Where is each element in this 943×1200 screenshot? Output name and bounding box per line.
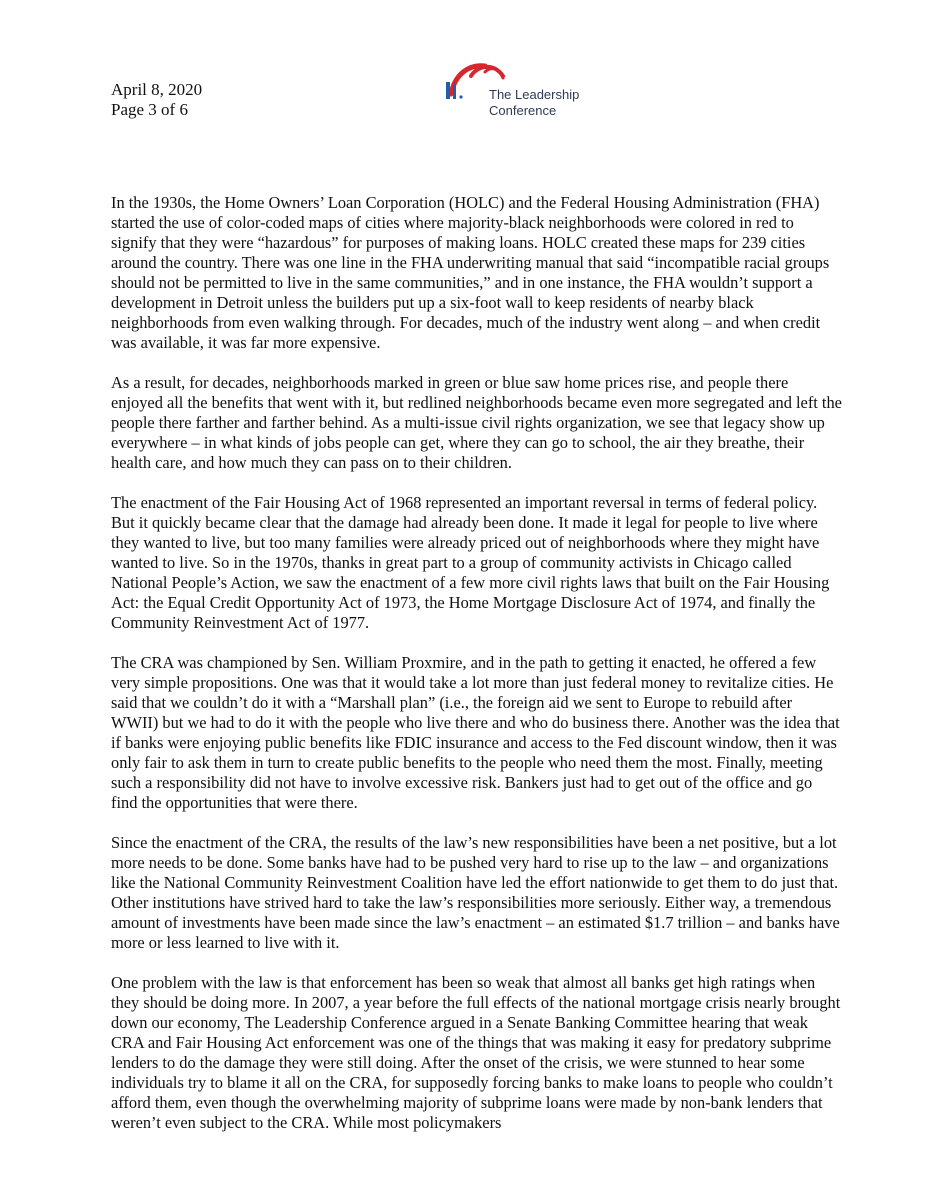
logo-line-1: The Leadership bbox=[489, 87, 580, 102]
paragraph-holc-fha: In the 1930s, the Home Owners’ Loan Corporation (HOLC) and the Federal Housing Administration (FHA) started the use of color-coded maps of cities where majority-black neighborhoods were colored in red to signify that they were “hazardous” for purposes of making loans. HOLC created these maps for 239 cities around the country. There was one line in the FHA underwriting manual that said “incompatible racial groups should not be permitted to live in the same communities,” and in one instance, the FHA wouldn’t support a development in Detroit unless the builders put up a six-foot wall to keep residents of nearby black neighborhoods from even walking through. For decades, much of the industry went along – and when credit was available, it was far more expensive. bbox=[111, 193, 830, 352]
letter-date: April 8, 2020 bbox=[111, 80, 203, 99]
paragraph-enforcement: One problem with the law is that enforcement has been so weak that almost all banks get high ratings when they should be doing more. In 2007, a year before the full effects of the national mortgage crisis nearly brought down our economy, The Leadership Conference argued in a Senate Banking Committee hearing that weak CRA and Fair Housing Act enforcement was one of the things that was making it easy for predatory subprime lenders to do the damage they were still doing. After the onset of the crisis, we were stunned to hear some individuals try to blame it all on the CRA, for supposedly forcing banks to make loans to people who couldn’t afford them, even though the overwhelming majority of subprime loans were made by non-bank lenders that weren’t even subject to the CRA. While most policymakers bbox=[111, 973, 841, 1132]
paragraph-cra-results: Since the enactment of the CRA, the results of the law’s new responsibilities have been a net positive, but a lot more needs to be done. Some banks have had to be pushed very hard to rise up to the law – and organizations like the National Community Reinvestment Coalition have led the effort nationwide to get them to do just that. Other institutions have strived hard to take the law’s responsibilities more seriously. Either way, a tremendous amount of investments have been made since the law’s enactment – an estimated $1.7 trillion – and banks have more or less learned to live with it. bbox=[111, 833, 840, 952]
paragraph-redlining-legacy: As a result, for decades, neighborhoods marked in green or blue saw home prices rise, and people there enjoyed all the benefits that went with it, but redlined neighborhoods became even more segregated and left the people there farther and farther behind. As a multi-issue civil rights organization, we see that legacy show up everywhere – in what kinds of jobs people can get, where they can go to school, the air they breathe, their health care, and how much they can pass on to their children. bbox=[111, 373, 842, 472]
logo-line-2: Conference bbox=[489, 103, 557, 118]
leadership-conference-logo bbox=[437, 54, 597, 124]
page-number: Page 3 of 6 bbox=[111, 100, 188, 119]
letter-body bbox=[111, 193, 842, 1153]
letter-header bbox=[111, 80, 202, 120]
paragraph-fair-housing-act: The enactment of the Fair Housing Act of 1968 represented an important reversal in terms of federal policy. But it quickly became clear that the damage had already been done. It made it legal for people to live where they wanted to live, but too many families were already priced out of neighborhoods where they might have wanted to live. So in the 1970s, thanks in great part to a group of community activists in Chicago called National People’s Action, we saw the enactment of a few more civil rights laws that built on the Fair Housing Act: the Equal Credit Opportunity Act of 1973, the Home Mortgage Disclosure Act of 1974, and finally the Community Reinvestment Act of 1977. bbox=[111, 493, 830, 632]
paragraph-cra-proxmire: The CRA was championed by Sen. William Proxmire, and in the path to getting it enacted, he offered a few very simple propositions. One was that it would take a lot more than just federal money to revitalize cities. He said that we couldn’t do it with a “Marshall plan” (i.e., the foreign aid we sent to Europe to rebuild after WWII) but we had to do it with the people who live there and who do business there. Another was the idea that if banks were enjoying public benefits like FDIC insurance and access to the Fed discount window, then it was only fair to ask them in turn to create public benefits to the people who need them the most. Finally, meeting such a responsibility did not have to involve excessive risk. Bankers just had to get out of the office and go find the opportunities that were there. bbox=[111, 653, 840, 812]
logo-wordmark bbox=[489, 87, 579, 119]
